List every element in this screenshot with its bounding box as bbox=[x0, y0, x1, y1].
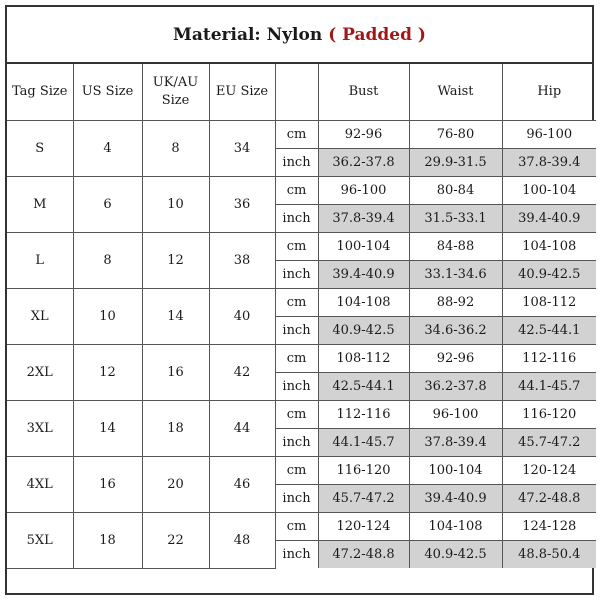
size-rows bbox=[7, 121, 596, 569]
unit-cm-label: cm bbox=[275, 401, 318, 429]
hip-cm-cell: 124-128 bbox=[502, 513, 596, 541]
eu-size-cell: 34 bbox=[209, 121, 275, 177]
unit-inch-label: inch bbox=[275, 373, 318, 401]
size-row-cm bbox=[7, 457, 596, 485]
us-size-cell: 14 bbox=[73, 401, 142, 457]
unit-inch-label: inch bbox=[275, 205, 318, 233]
chart-title bbox=[7, 7, 592, 64]
unit-inch-label: inch bbox=[275, 149, 318, 177]
unit-cm-label: cm bbox=[275, 289, 318, 317]
bust-inch-cell: 45.7-47.2 bbox=[318, 485, 409, 513]
material-label: Material: Nylon bbox=[173, 24, 323, 45]
size-row-cm bbox=[7, 401, 596, 429]
unit-cm-label: cm bbox=[275, 177, 318, 205]
header-row bbox=[7, 64, 596, 121]
unit-inch-label: inch bbox=[275, 261, 318, 289]
us-size-cell: 8 bbox=[73, 233, 142, 289]
size-row-cm bbox=[7, 233, 596, 261]
padded-label: ( Padded ) bbox=[328, 24, 426, 45]
unit-inch-label: inch bbox=[275, 485, 318, 513]
tag-size-cell: S bbox=[7, 121, 73, 177]
waist-inch-cell: 40.9-42.5 bbox=[409, 541, 502, 569]
size-row-cm bbox=[7, 121, 596, 149]
hip-cm-cell: 96-100 bbox=[502, 121, 596, 149]
header-tag-size: Tag Size bbox=[7, 64, 73, 121]
hip-inch-cell: 42.5-44.1 bbox=[502, 317, 596, 345]
bust-cm-cell: 104-108 bbox=[318, 289, 409, 317]
waist-cm-cell: 84-88 bbox=[409, 233, 502, 261]
ukau-size-cell: 8 bbox=[142, 121, 209, 177]
hip-cm-cell: 104-108 bbox=[502, 233, 596, 261]
us-size-cell: 12 bbox=[73, 345, 142, 401]
size-row-cm bbox=[7, 289, 596, 317]
eu-size-cell: 40 bbox=[209, 289, 275, 345]
eu-size-cell: 38 bbox=[209, 233, 275, 289]
tag-size-cell: 4XL bbox=[7, 457, 73, 513]
hip-cm-cell: 120-124 bbox=[502, 457, 596, 485]
waist-inch-cell: 37.8-39.4 bbox=[409, 429, 502, 457]
header-hip: Hip bbox=[502, 64, 596, 121]
hip-inch-cell: 47.2-48.8 bbox=[502, 485, 596, 513]
us-size-cell: 4 bbox=[73, 121, 142, 177]
hip-cm-cell: 100-104 bbox=[502, 177, 596, 205]
header-unit bbox=[275, 64, 318, 121]
unit-cm-label: cm bbox=[275, 121, 318, 149]
bust-inch-cell: 36.2-37.8 bbox=[318, 149, 409, 177]
waist-cm-cell: 100-104 bbox=[409, 457, 502, 485]
header-waist: Waist bbox=[409, 64, 502, 121]
bust-inch-cell: 37.8-39.4 bbox=[318, 205, 409, 233]
unit-cm-label: cm bbox=[275, 345, 318, 373]
waist-cm-cell: 76-80 bbox=[409, 121, 502, 149]
eu-size-cell: 42 bbox=[209, 345, 275, 401]
ukau-size-cell: 20 bbox=[142, 457, 209, 513]
unit-inch-label: inch bbox=[275, 317, 318, 345]
eu-size-cell: 48 bbox=[209, 513, 275, 569]
unit-cm-label: cm bbox=[275, 513, 318, 541]
tag-size-cell: XL bbox=[7, 289, 73, 345]
ukau-size-cell: 18 bbox=[142, 401, 209, 457]
size-chart bbox=[5, 5, 594, 595]
eu-size-cell: 36 bbox=[209, 177, 275, 233]
waist-inch-cell: 39.4-40.9 bbox=[409, 485, 502, 513]
eu-size-cell: 44 bbox=[209, 401, 275, 457]
hip-inch-cell: 40.9-42.5 bbox=[502, 261, 596, 289]
tag-size-cell: M bbox=[7, 177, 73, 233]
waist-inch-cell: 31.5-33.1 bbox=[409, 205, 502, 233]
hip-inch-cell: 48.8-50.4 bbox=[502, 541, 596, 569]
ukau-size-cell: 16 bbox=[142, 345, 209, 401]
size-row-cm bbox=[7, 513, 596, 541]
hip-inch-cell: 44.1-45.7 bbox=[502, 373, 596, 401]
waist-inch-cell: 29.9-31.5 bbox=[409, 149, 502, 177]
bust-inch-cell: 42.5-44.1 bbox=[318, 373, 409, 401]
waist-inch-cell: 34.6-36.2 bbox=[409, 317, 502, 345]
tag-size-cell: 3XL bbox=[7, 401, 73, 457]
tag-size-cell: L bbox=[7, 233, 73, 289]
header-ukau-line2: Size bbox=[161, 93, 190, 108]
hip-cm-cell: 108-112 bbox=[502, 289, 596, 317]
header-bust: Bust bbox=[318, 64, 409, 121]
size-table bbox=[7, 64, 596, 569]
bust-inch-cell: 44.1-45.7 bbox=[318, 429, 409, 457]
ukau-size-cell: 22 bbox=[142, 513, 209, 569]
ukau-size-cell: 14 bbox=[142, 289, 209, 345]
bust-cm-cell: 116-120 bbox=[318, 457, 409, 485]
waist-cm-cell: 80-84 bbox=[409, 177, 502, 205]
waist-cm-cell: 92-96 bbox=[409, 345, 502, 373]
waist-inch-cell: 36.2-37.8 bbox=[409, 373, 502, 401]
eu-size-cell: 46 bbox=[209, 457, 275, 513]
header-ukau-line1: UK/AU bbox=[152, 75, 199, 90]
unit-inch-label: inch bbox=[275, 429, 318, 457]
bust-cm-cell: 120-124 bbox=[318, 513, 409, 541]
waist-cm-cell: 96-100 bbox=[409, 401, 502, 429]
us-size-cell: 16 bbox=[73, 457, 142, 513]
size-row-cm bbox=[7, 345, 596, 373]
tag-size-cell: 2XL bbox=[7, 345, 73, 401]
unit-cm-label: cm bbox=[275, 233, 318, 261]
waist-inch-cell: 33.1-34.6 bbox=[409, 261, 502, 289]
header-eu-size: EU Size bbox=[209, 64, 275, 121]
bust-cm-cell: 96-100 bbox=[318, 177, 409, 205]
size-row-cm bbox=[7, 177, 596, 205]
unit-inch-label: inch bbox=[275, 541, 318, 569]
header-us-size: US Size bbox=[73, 64, 142, 121]
bust-inch-cell: 39.4-40.9 bbox=[318, 261, 409, 289]
waist-cm-cell: 88-92 bbox=[409, 289, 502, 317]
bust-cm-cell: 112-116 bbox=[318, 401, 409, 429]
header-ukau-size bbox=[142, 64, 209, 121]
hip-cm-cell: 112-116 bbox=[502, 345, 596, 373]
hip-inch-cell: 39.4-40.9 bbox=[502, 205, 596, 233]
us-size-cell: 6 bbox=[73, 177, 142, 233]
waist-cm-cell: 104-108 bbox=[409, 513, 502, 541]
bust-cm-cell: 100-104 bbox=[318, 233, 409, 261]
hip-inch-cell: 45.7-47.2 bbox=[502, 429, 596, 457]
ukau-size-cell: 12 bbox=[142, 233, 209, 289]
us-size-cell: 18 bbox=[73, 513, 142, 569]
hip-cm-cell: 116-120 bbox=[502, 401, 596, 429]
tag-size-cell: 5XL bbox=[7, 513, 73, 569]
bust-cm-cell: 108-112 bbox=[318, 345, 409, 373]
us-size-cell: 10 bbox=[73, 289, 142, 345]
bust-cm-cell: 92-96 bbox=[318, 121, 409, 149]
hip-inch-cell: 37.8-39.4 bbox=[502, 149, 596, 177]
ukau-size-cell: 10 bbox=[142, 177, 209, 233]
unit-cm-label: cm bbox=[275, 457, 318, 485]
bust-inch-cell: 40.9-42.5 bbox=[318, 317, 409, 345]
bust-inch-cell: 47.2-48.8 bbox=[318, 541, 409, 569]
